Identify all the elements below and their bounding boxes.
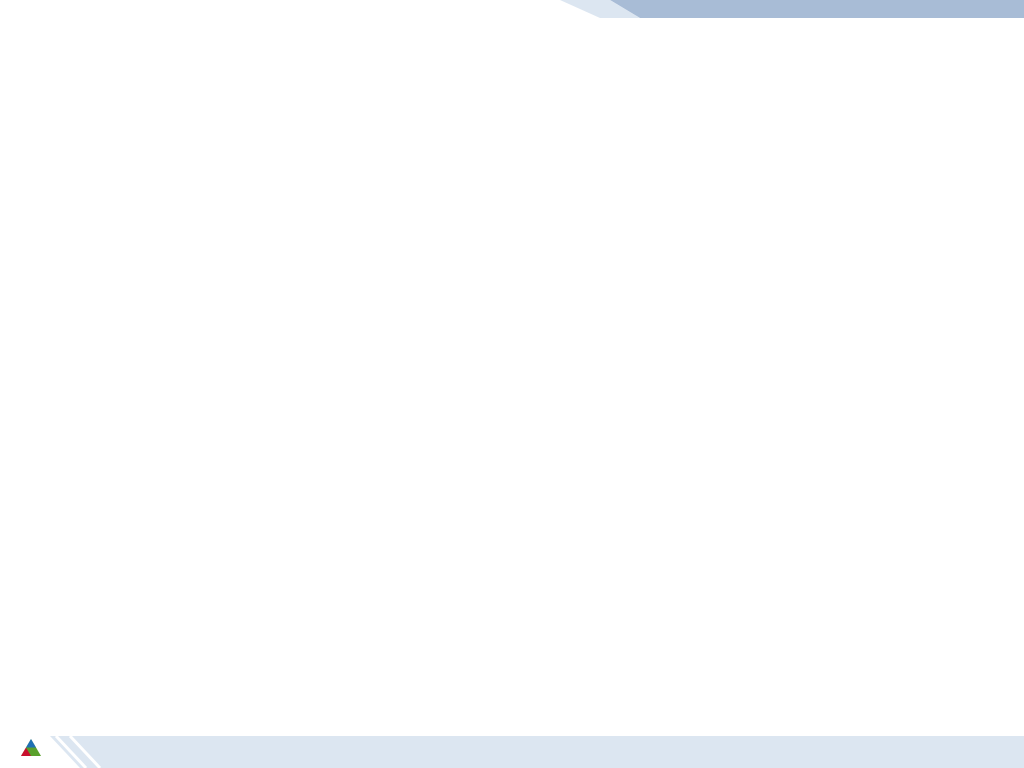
argonne-logo-icon xyxy=(20,738,42,758)
footer-decoration xyxy=(0,726,1024,768)
header-decoration xyxy=(0,0,1024,40)
